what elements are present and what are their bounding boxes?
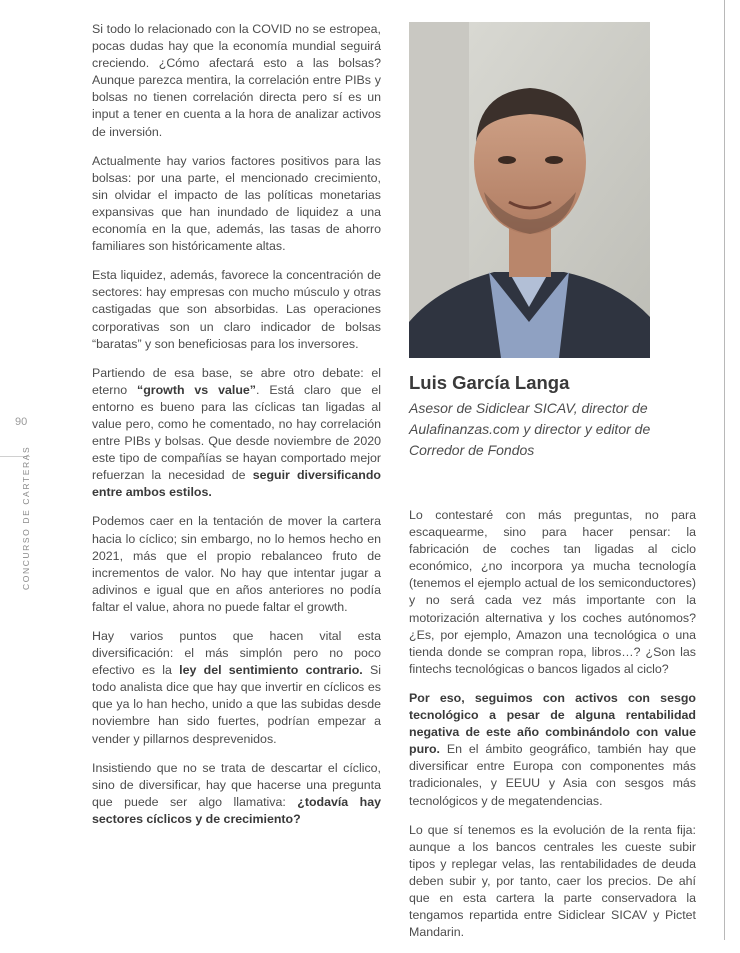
text-run: . Está claro que el entorno es bueno para las cíclicas tan ligadas al value pero, como he comentado, no hay correlación entre PIBs y bolsas. Que desde noviembre de 2020 este tipo de compañías se hayan comportado mejor refuerzan la necesidad de — [92, 382, 381, 483]
author-photo — [409, 22, 650, 358]
body-paragraph — [409, 507, 696, 678]
body-paragraph — [409, 690, 696, 810]
text-run: Lo que sí tenemos es la evolución de la renta fija: aunque a los bancos centrales les cueste subir tipos y replegar velas, las rentabilidades de deuda deben subir y, por tanto, caer los precios. De ahí que en esta cartera la parte conservadora la tengamos repartida entre Sidiclear SICAV y Pictet Mandarin. — [409, 822, 696, 940]
left-text-column — [92, 21, 381, 840]
text-run: Esta liquidez, además, favorece la concentración de sectores: hay empresas con mucho músculo y otras castigadas que son absorbidas. Las operaciones corporativas son un claro indicador de bolsas “baratas” y son beneficiosas para los inversores. — [92, 268, 381, 351]
body-paragraph — [409, 822, 696, 942]
bold-text: seguir diversificando entre ambos estilos. — [92, 468, 381, 500]
text-run: En el ámbito geográfico, también hay que diversificar entre Europa con componentes más tradicionales, y EEUU y Asia con sesgos más tecnológicos y de megatendencias. — [409, 742, 696, 808]
bold-text: “growth vs value” — [137, 382, 256, 397]
body-paragraph — [92, 267, 381, 352]
body-paragraph — [92, 153, 381, 256]
page-number: 90 — [15, 416, 28, 428]
body-paragraph — [92, 513, 381, 616]
text-run: Insistiendo que no se trata de descartar el cíclico, sino de diversificar, hay que hacerse una pregunta que puede ser algo llamativa: — [92, 760, 381, 809]
bold-text: ¿todavía hay sectores cíclicos y de crecimiento? — [92, 794, 381, 826]
author-role-line: Aulafinanzas.com y director y editor de — [409, 421, 651, 437]
body-paragraph — [92, 628, 381, 748]
right-text-column — [409, 507, 696, 953]
text-run: Lo contestaré con más preguntas, no para escaquearme, sino para hacer pensar: la fabricación de coches tan ligadas al ciclo económico, ¿no incorpora ya mucha tecnología (tenemos el ejemplo actual de los semiconductores) y no será cada vez más importante con la motorización alternativa y los coches autónomos? ¿Es, por ejemplo, Amazon una tecnológica o una tienda donde se compran ropa, libros…? ¿Son las fintechs tecnológicas o bancos ligados al ciclo? — [409, 508, 696, 676]
author-name: Luis García Langa — [409, 372, 570, 393]
author-portrait-image — [409, 22, 650, 358]
page-edge-line — [724, 0, 725, 940]
section-label: CONCURSO DE CARTERAS — [21, 445, 31, 590]
text-run: Podemos caer en la tentación de mover la cartera hacia lo cíclico; sin embargo, no lo hemos hecho en 2021, más que el propio rebalanceo fruto de incrementos de valor. No hay que intentar jugar a adivinos e igual que en años anteriores no podía faltar el value, ahora no puede faltar el growth. — [92, 514, 381, 614]
author-role — [409, 398, 699, 461]
text-run: Actualmente hay varios factores positivos para las bolsas: por una parte, el mencionado crecimiento, sin olvidar el impacto de las políticas monetarias expansivas que han inundado de liquidez a una economía en la que, además, las tasas de ahorro familiares son históricamente altas. — [92, 153, 381, 254]
body-paragraph — [92, 365, 381, 502]
text-run: Si todo lo relacionado con la COVID no se estropea, pocas dudas hay que la economía mundial seguirá creciendo. ¿Cómo afectará esto a las bolsas? Aunque parezca mentira, la correlación entre PIBs y bolsas no tienen correlación directa pero sí es un input a tener en cuenta a la hora de analizar activos de inversión. — [92, 22, 381, 139]
text-run: Hay varios puntos que hacen vital esta diversificación: el más simplón pero no poco efectivo es la — [92, 629, 381, 678]
body-paragraph — [92, 760, 381, 828]
author-role-line: Asesor de Sidiclear SICAV, director de — [409, 400, 648, 416]
body-paragraph — [92, 21, 381, 141]
text-run: Si todo analista dice que hay que invertir en cíclicos es que ya lo han hecho, unido a que las subidas desde noviembre han sido fuertes, podrían empezar a vender y pillarnos desprevenidos. — [92, 663, 381, 746]
bold-text: ley del sentimiento contrario. — [179, 663, 363, 678]
text-run: Partiendo de esa base, se abre otro debate: el eterno — [92, 365, 381, 397]
author-role-line: Corredor de Fondos — [409, 442, 535, 458]
bold-text: Por eso, seguimos con activos con sesgo tecnológico a pesar de alguna rentabilidad negativa de este año combinándolo con value puro. — [409, 690, 696, 757]
